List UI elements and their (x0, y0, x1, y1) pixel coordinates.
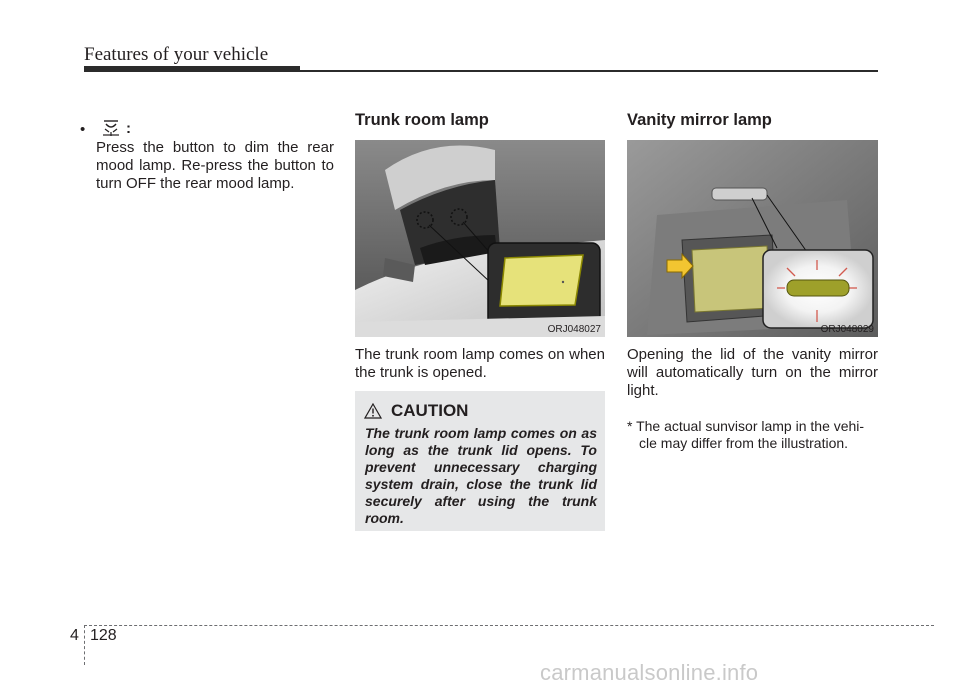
figure-code: ORJ048029 (820, 324, 874, 335)
vanity-illustration-graphic (627, 140, 878, 337)
watermark: carmanualsonline.info (540, 660, 759, 685)
note-line-2: cle may differ from the illustration. (639, 435, 849, 451)
warning-triangle-icon (364, 403, 382, 419)
mood-lamp-description: Press the button to dim the rear mood lamp. Re-press the button to turn OFF the rear mood lamp. (96, 139, 334, 192)
header-rule (300, 70, 878, 72)
bullet: • (80, 121, 86, 138)
trunk-lamp-heading: Trunk room lamp (355, 111, 489, 129)
footer-rule (84, 625, 934, 626)
section-title: Features of your vehicle (84, 44, 269, 65)
caution-box (355, 391, 605, 531)
caution-text: The trunk room lamp comes on as long as the trunk lid opens. To prevent unnecessary charging system drain, close the trunk lid securely after using the trunk room. (365, 425, 597, 526)
vanity-lamp-description: Opening the lid of the vanity mirror will automatically turn on the mirror light. (627, 346, 878, 399)
bullet-colon: : (126, 120, 131, 137)
caution-title: CAUTION (391, 401, 469, 420)
footer-divider (84, 625, 85, 665)
trunk-lamp-description: The trunk room lamp comes on when the trunk is opened. (355, 346, 605, 381)
vanity-lamp-illustration (627, 140, 878, 337)
figure-code: ORJ048027 (547, 324, 601, 335)
page-number: 128 (90, 627, 117, 644)
chapter-number: 4 (70, 627, 79, 644)
vanity-lamp-heading: Vanity mirror lamp (627, 111, 772, 129)
trunk-lamp-illustration (355, 140, 605, 337)
illustration-note (627, 418, 878, 452)
header-bar (84, 66, 300, 72)
rear-mood-lamp-icon (100, 118, 122, 138)
note-line-1: * The actual sunvisor lamp in the vehi- (627, 418, 865, 434)
trunk-illustration-graphic (355, 140, 605, 337)
